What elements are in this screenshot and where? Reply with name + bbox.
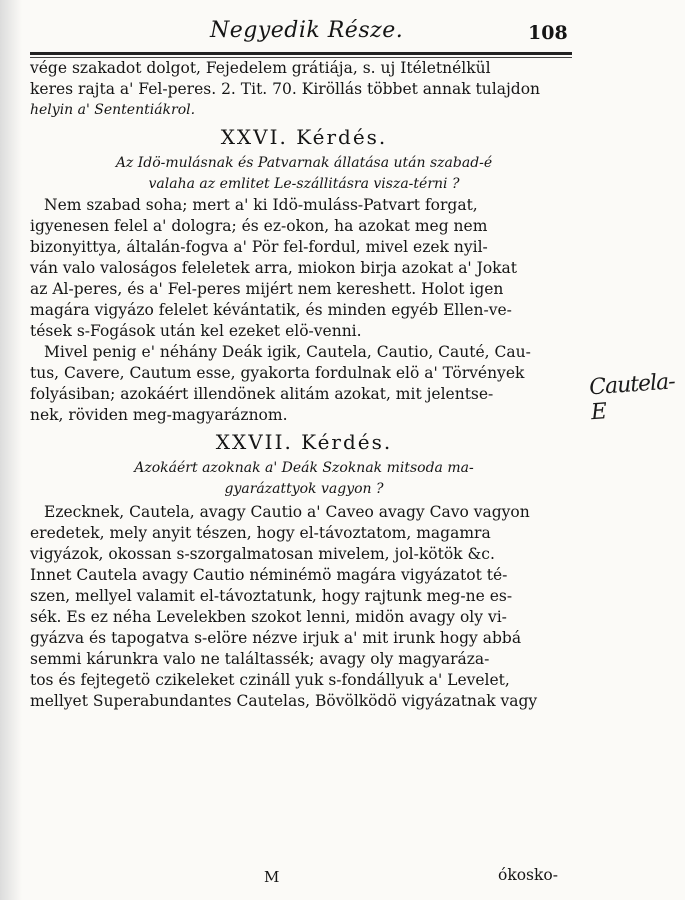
handwritten-marginal-note: Cautela-E (588, 369, 676, 426)
text-line: keres rajta a' Fel-peres. 2. Tit. 70. Kiröllás többet annak tulajdon (30, 80, 541, 98)
text-line: magára vigyázo felelet kévántatik, és minden egyéb Ellen-ve- (30, 301, 512, 319)
text-line: Ezecknek, Cautela, avagy Cautio a' Caveo avagy Cavo vagyon (44, 503, 530, 521)
text-line: Innet Cautela avagy Cautio néminémö magára vigyázatot té- (30, 566, 508, 584)
header-rule (30, 52, 572, 55)
text-line: Mivel penig e' néhány Deák igik, Cautela, Cautio, Cauté, Cau- (44, 343, 531, 361)
text-line: nek, röviden meg-magyaráznom. (30, 406, 288, 424)
text-line: folyásiban; azokáért illendönek alitám azokat, mit jelentse- (30, 385, 494, 403)
text-line: Az Idö-mulásnak és Patvarnak állatása után szabad-é (115, 155, 493, 171)
text-line: az Al-peres, és a' Fel-peres mijért nem kereshett. Holot igen (30, 280, 504, 298)
running-head: Negyedik Része. (210, 18, 404, 43)
text-line: eredetek, mely anyit tészen, hogy el-távoztatom, magamra (30, 524, 491, 542)
question-heading: XXVI. Kérdés. (220, 125, 388, 149)
text-line: igyenesen felel a' dologra; és ez-okon, ha azokat meg nem (30, 217, 488, 235)
text-line: gyarázattyok vagyon ? (224, 481, 384, 497)
catchword: ókosko- (498, 866, 558, 884)
text-line: tések s-Fogások után kel ezeket elö-venni. (30, 322, 362, 340)
text-line: tos és fejtegetö czikeleket czináll yuk s-fondállyuk a' Levelet, (30, 671, 510, 689)
text-line: mellyet Superabundantes Cautelas, Bövölködö vigyázatnak vagy (30, 692, 538, 710)
text-line: vigyázok, okossan s-szorgalmatosan mivelem, jol-kötök &c. (30, 545, 495, 563)
text-line: Azokáért azoknak a' Deák Szoknak mitsoda ma- (134, 460, 474, 476)
body-text (30, 58, 578, 712)
text-line: sék. Es ez néha Levelekben szokot lenni, midön avagy oly vi- (30, 608, 507, 626)
gutter-shadow (0, 0, 22, 900)
text-line: tus, Cavere, Cautum esse, gyakorta fordulnak elö a' Törvények (30, 364, 525, 382)
question-heading: XXVII. Kérdés. (215, 430, 393, 454)
page-number: 108 (528, 22, 568, 44)
text-line: gyázva és tapogatva s-elöre nézve irjuk a' mit irunk hogy abbá (30, 629, 522, 647)
text-line: vége szakadot dolgot, Fejedelem grátiája, s. uj Itéletnélkül (30, 59, 491, 77)
text-line: bizonyittya, általán-fogva a' Pör fel-fordul, mivel ezek nyil- (30, 238, 488, 256)
text-line: Nem szabad soha; mert a' ki Idö-muláss-Patvart forgat, (44, 196, 478, 214)
text-line: helyin a' Sententiákrol. (30, 102, 196, 118)
text-line: ván valo valoságos feleletek arra, miokon birja azokat a' Jokat (30, 259, 518, 277)
page-header (30, 14, 590, 50)
text-line: semmi kárunkra valo ne találtassék; avagy oly magyaráza- (30, 650, 490, 668)
text-line: valaha az emlitet Le-szállitásra visza-térni ? (148, 176, 460, 192)
text-line: szen, mellyel valamit el-távoztatunk, hogy rajtunk meg-ne es- (30, 587, 513, 605)
signature-mark: M (264, 868, 281, 886)
